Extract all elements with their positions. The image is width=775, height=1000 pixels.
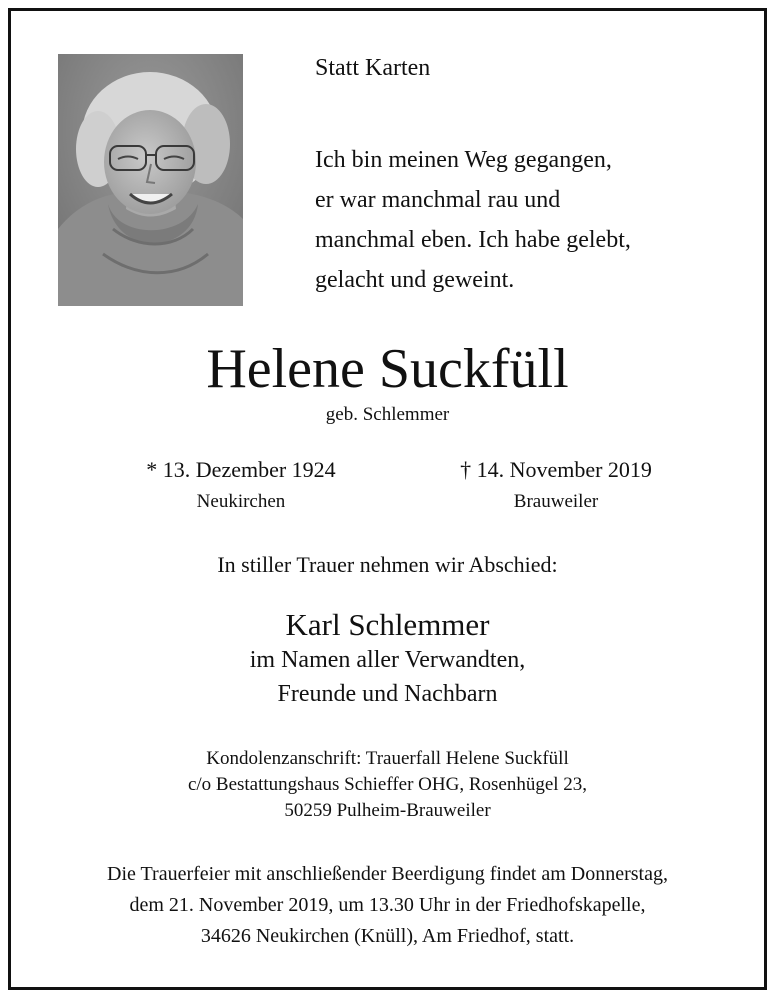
- death-info: [431, 455, 681, 517]
- condolence-address: [11, 746, 764, 824]
- death-date: † 14. November 2019: [460, 457, 652, 482]
- birth-place: Neukirchen: [196, 491, 286, 512]
- service-line: 34626 Neukirchen (Knüll), Am Friedhof, statt.: [200, 925, 575, 947]
- poem-line: er war manchmal rau und: [315, 187, 561, 213]
- poem: [315, 140, 631, 300]
- birth-date: * 13. Dezember 1924: [146, 457, 336, 482]
- death-place: Brauweiler: [513, 491, 599, 512]
- mourners-block: [11, 607, 764, 711]
- farewell-line: In stiller Trauer nehmen wir Abschied:: [217, 552, 558, 577]
- maiden-name: geb. Schlemmer: [325, 404, 450, 425]
- mourner-line: Freunde und Nachbarn: [277, 681, 498, 707]
- poem-line: Ich bin meinen Weg gegangen,: [315, 147, 612, 173]
- portrait-illustration: [58, 54, 243, 306]
- service-line: Die Trauerfeier mit anschließender Beerdigung findet am Donnerstag,: [107, 863, 668, 885]
- poem-line: manchmal eben. Ich habe gelebt,: [315, 227, 631, 253]
- address-line: c/o Bestattungshaus Schieffer OHG, Rosenhügel 23,: [187, 774, 588, 795]
- mourner-name: Karl Schlemmer: [285, 607, 490, 642]
- service-line: dem 21. November 2019, um 13.30 Uhr in der Friedhofskapelle,: [129, 894, 646, 916]
- service-info: [11, 859, 764, 952]
- address-line: 50259 Pulheim-Brauweiler: [284, 800, 491, 821]
- header-statt-karten: Statt Karten: [315, 55, 431, 81]
- portrait-photo: [58, 54, 243, 306]
- address-line: Kondolenzanschrift: Trauerfall Helene Suckfüll: [206, 748, 569, 769]
- poem-line: gelacht und geweint.: [315, 267, 515, 293]
- birth-info: [116, 455, 366, 517]
- deceased-name: Helene Suckfüll: [206, 338, 569, 400]
- obituary-frame: [8, 8, 767, 990]
- mourner-line: im Namen aller Verwandten,: [249, 647, 526, 673]
